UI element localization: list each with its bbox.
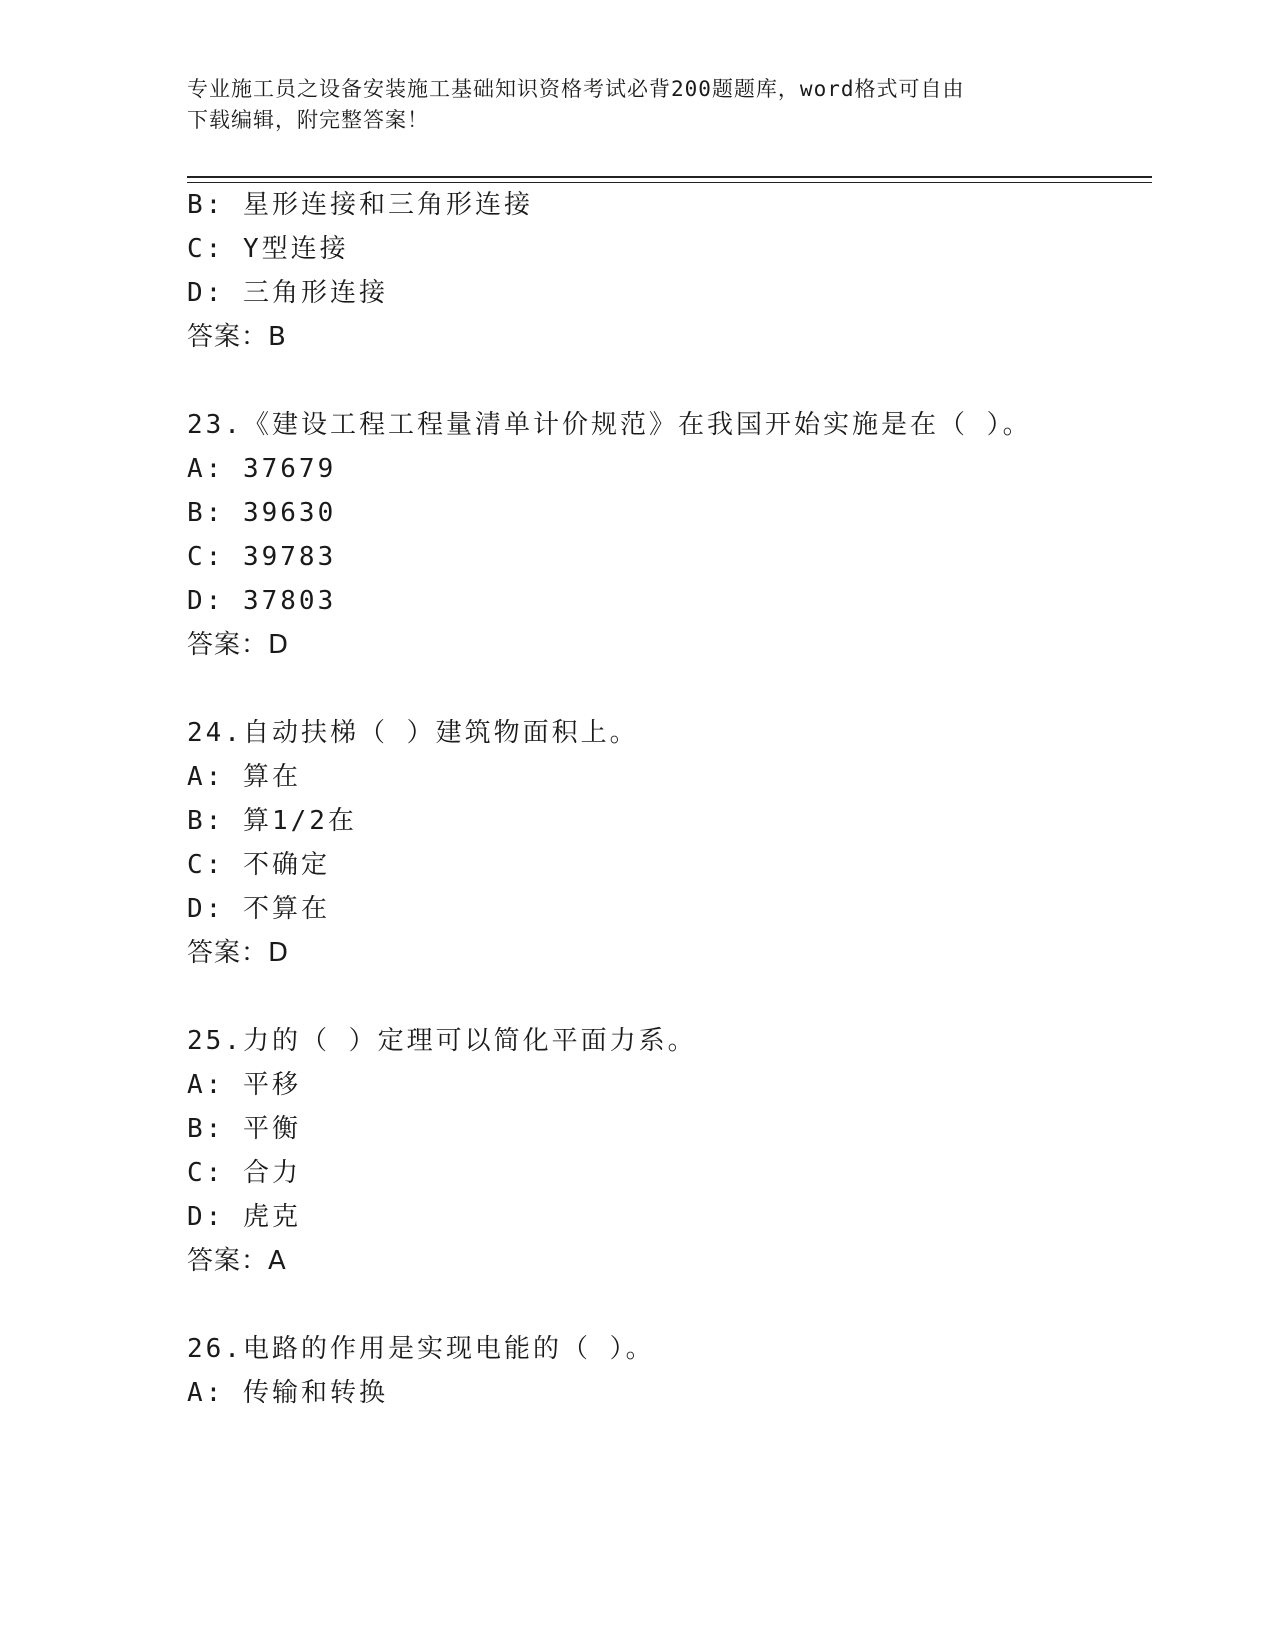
option-d: D: 37803 (187, 586, 337, 616)
header-divider-thin (187, 182, 1152, 183)
document-header (187, 74, 1087, 136)
option-c: C: 39783 (187, 542, 337, 572)
option-c: C: Y型连接 (187, 234, 349, 264)
option-b: B: 39630 (187, 498, 337, 528)
header-line-1: 专业施工员之设备安装施工基础知识资格考试必背200题题库，word格式可自由 (187, 77, 965, 101)
option-d: D: 三角形连接 (187, 278, 388, 308)
answer: 答案：D (187, 938, 290, 968)
question-stem: 24.自动扶梯（ ）建筑物面积上。 (187, 718, 639, 748)
question-stem: 26.电路的作用是实现电能的（ ）。 (187, 1334, 655, 1364)
question-stem: 23.《建设工程工程量清单计价规范》在我国开始实施是在（ ）。 (187, 410, 1032, 440)
answer: 答案：B (187, 322, 287, 352)
answer: 答案：A (187, 1246, 287, 1276)
option-a: A: 传输和转换 (187, 1378, 388, 1408)
option-b: B: 星形连接和三角形连接 (187, 190, 533, 220)
option-a: A: 算在 (187, 762, 301, 792)
option-c: C: 合力 (187, 1158, 301, 1188)
option-a: A: 37679 (187, 454, 337, 484)
question-stem: 25.力的（ ）定理可以简化平面力系。 (187, 1026, 697, 1056)
option-d: D: 虎克 (187, 1202, 301, 1232)
option-b: B: 平衡 (187, 1114, 301, 1144)
option-b: B: 算1/2在 (187, 806, 357, 836)
option-c: C: 不确定 (187, 850, 330, 880)
header-divider-thick (187, 176, 1152, 178)
option-d: D: 不算在 (187, 894, 330, 924)
header-line-2: 下载编辑，附完整答案！ (187, 108, 429, 132)
option-a: A: 平移 (187, 1070, 301, 1100)
answer: 答案：D (187, 630, 290, 660)
